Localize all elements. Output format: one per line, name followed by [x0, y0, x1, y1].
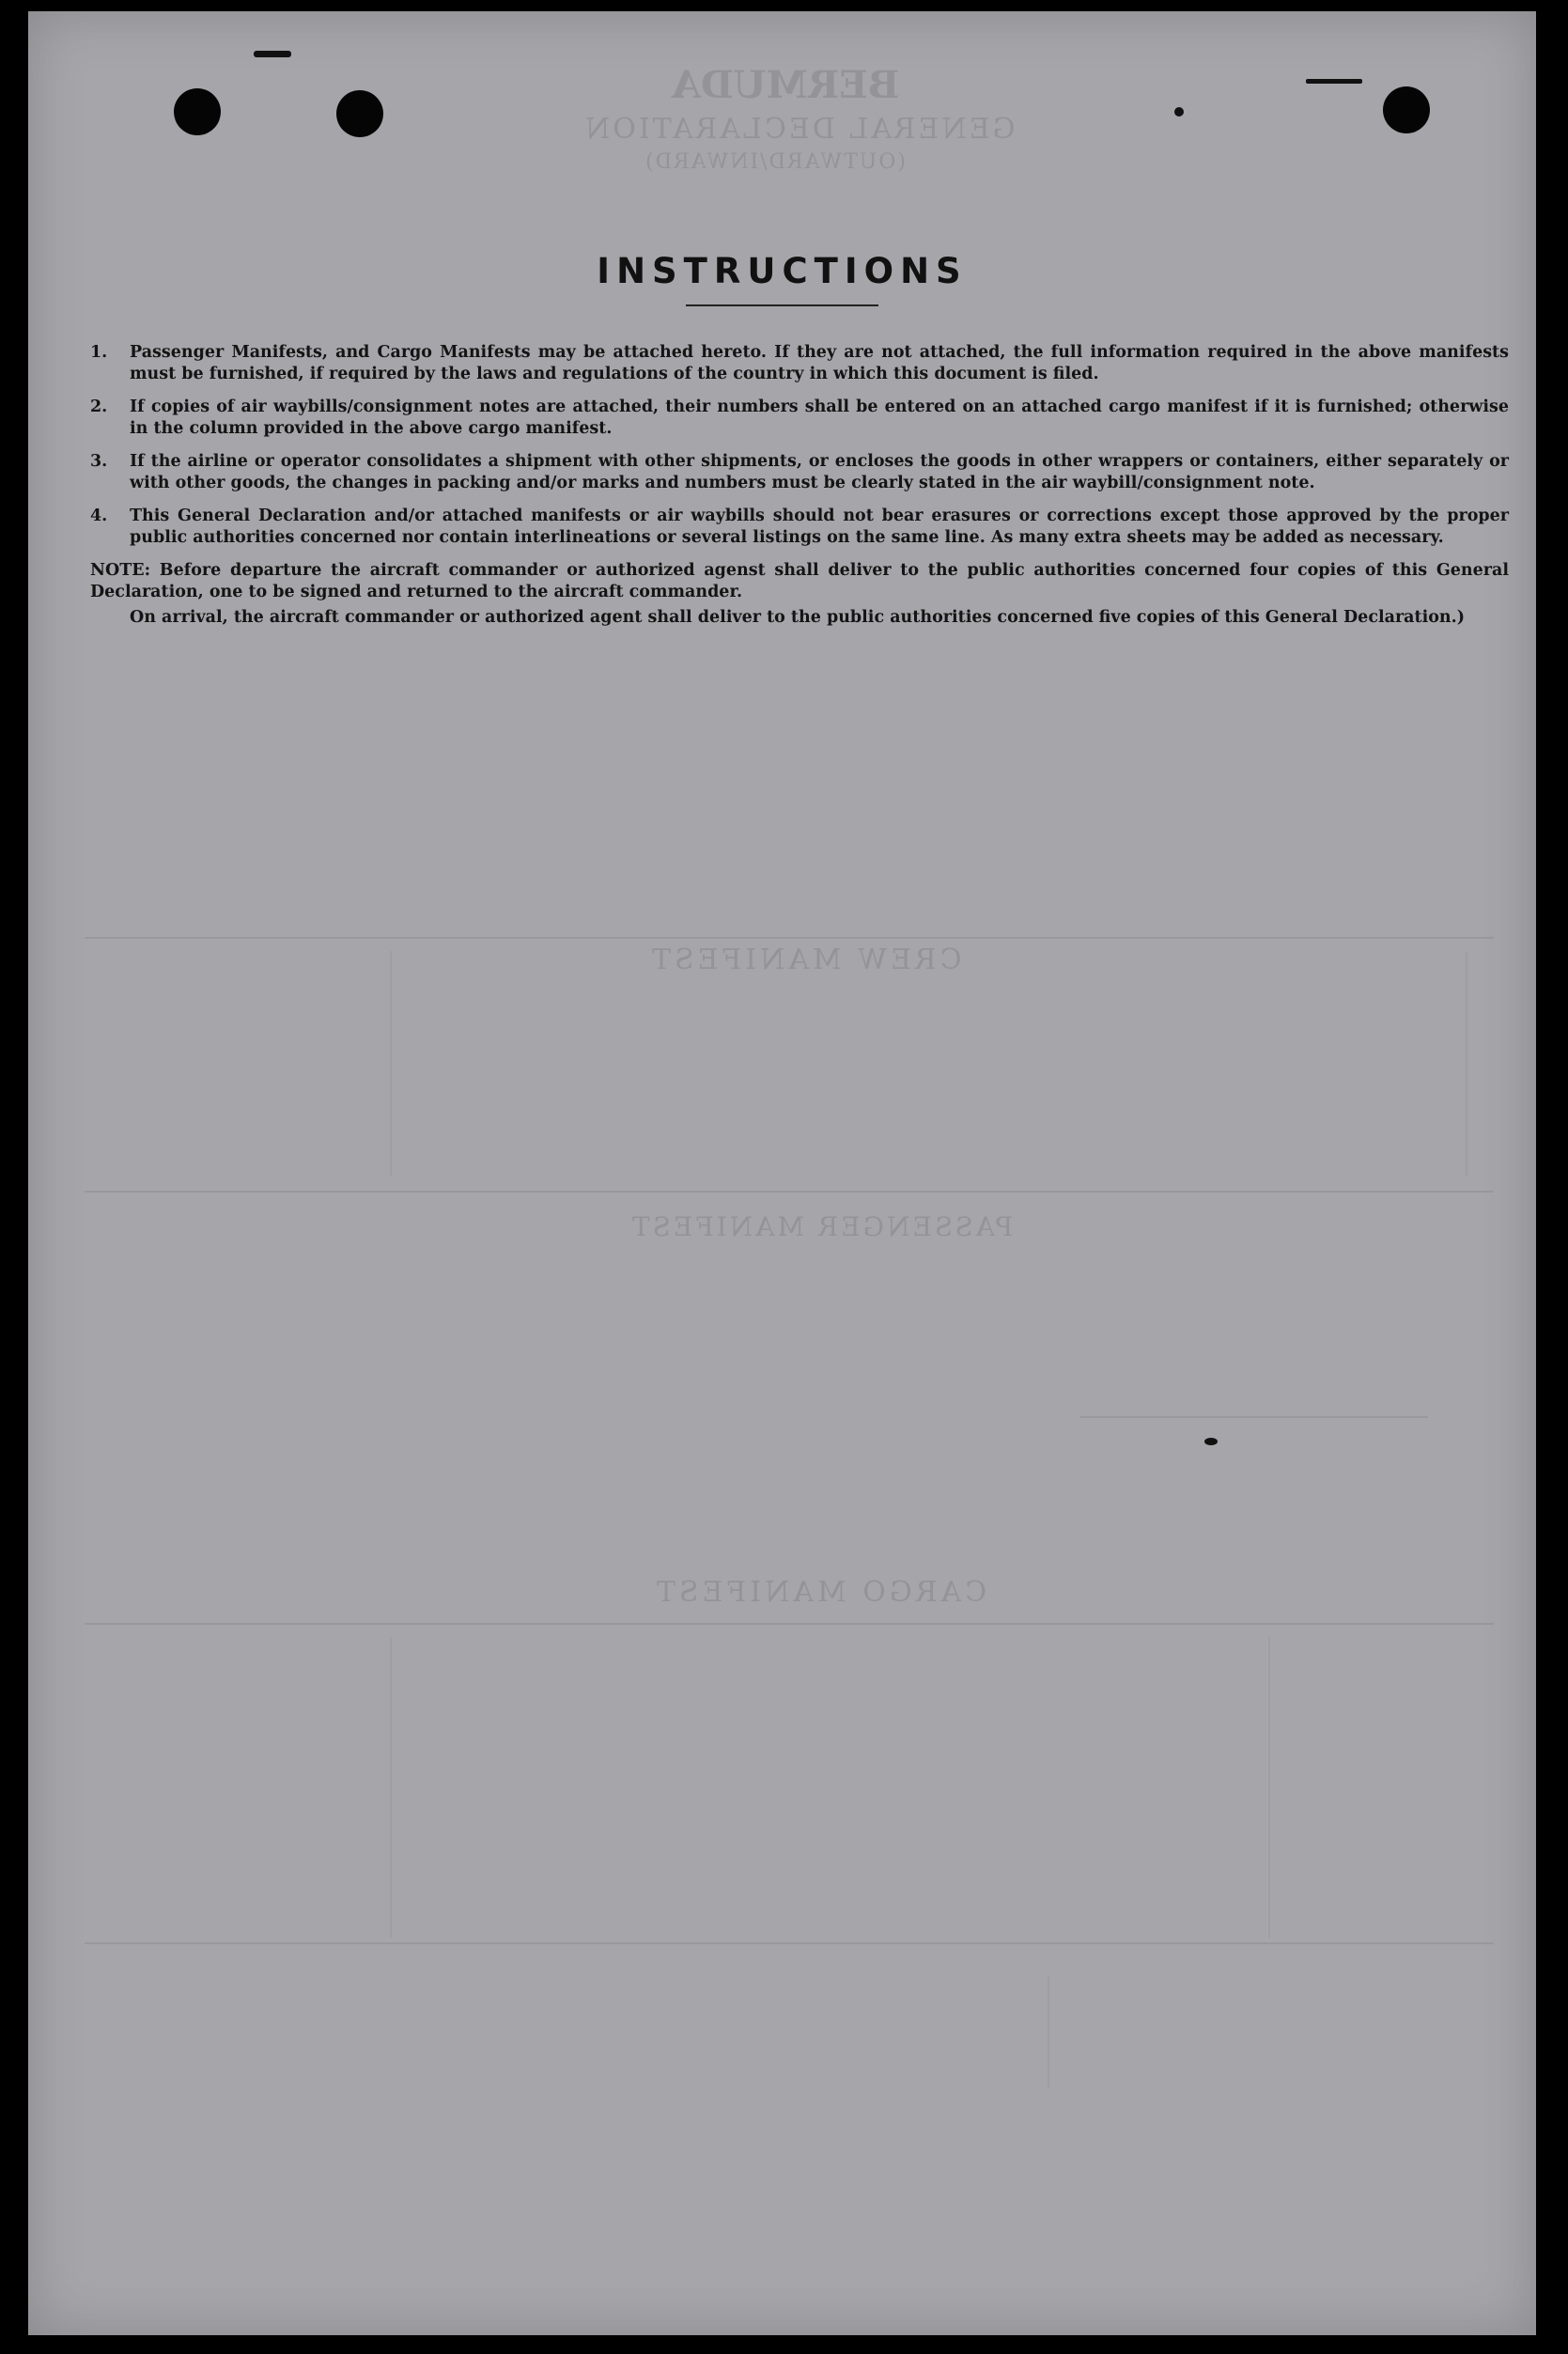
punch-hole-left: [174, 88, 221, 135]
item-text: Passenger Manifests, and Cargo Manifests may be attached hereto. If they are not attached, the full information required in the above manifests must be furnished, if required by the laws and regulations of the country in which this document is filed.: [130, 343, 1509, 383]
instructions-list: [90, 342, 1509, 629]
ink-speck: [1306, 79, 1362, 84]
bleed-column-rule: [1048, 1975, 1049, 2088]
item-text: This General Declaration and/or attached manifests or air waybills should not bear erasures or corrections except those approved by the proper public authorities concerned nor contain interlineations or several listings on the same line. As many extra sheets may be added as necessary.: [130, 507, 1509, 547]
note-text-arrival: On arrival, the aircraft commander or authorized agent shall deliver to the public authorities concerned five copies of this General Declaration.): [130, 608, 1466, 627]
bleed-cargo-manifest: CARGO MANIFEST: [653, 1576, 987, 1609]
page-title: INSTRUCTIONS: [597, 251, 968, 291]
punch-hole-right: [1383, 86, 1430, 133]
ink-speck: [1174, 107, 1184, 117]
instruction-item: [90, 451, 1509, 494]
bleed-form-title: GENERAL DECLARATION: [582, 113, 1016, 146]
ink-speck: [254, 51, 291, 57]
bleed-country: BERMUDA: [672, 63, 900, 107]
item-number: 2.: [90, 398, 108, 416]
bleed-column-rule: [390, 1637, 392, 1938]
note-label: NOTE:: [90, 561, 151, 580]
bleed-column-rule: [390, 951, 392, 1177]
bleed-rule: [1080, 1416, 1428, 1418]
instruction-item: [90, 342, 1509, 385]
note-text-departure: Before departure the aircraft commander or authorized agenst shall deliver to the public authorities concerned four copies of this General Declaration, one to be signed and returned to the aircraft commander.: [90, 561, 1509, 601]
item-number: 4.: [90, 507, 108, 525]
item-text: If copies of air waybills/consignment notes are attached, their numbers shall be entered on an attached cargo manifest if it is furnished; otherwise in the column provided in the above cargo manifest.: [130, 398, 1509, 438]
ink-speck: [1204, 1438, 1218, 1445]
item-number: 3.: [90, 452, 108, 471]
bleed-passenger-manifest: PASSENGER MANIFEST: [629, 1211, 1014, 1242]
instruction-item: [90, 506, 1509, 549]
instruction-item: [90, 397, 1509, 440]
bleed-direction: (OUTWARD/INWARD): [644, 150, 906, 174]
document-page: [28, 11, 1536, 2335]
bleed-rule: [85, 937, 1494, 939]
bleed-rule: [85, 1623, 1494, 1625]
bleed-column-rule: [1268, 1637, 1270, 1938]
item-number: 1.: [90, 343, 108, 362]
bleed-rule: [85, 1191, 1494, 1193]
bleed-column-rule: [1466, 951, 1467, 1177]
bleed-crew-manifest: CREW MANIFEST: [648, 943, 962, 976]
punch-hole-middle: [336, 90, 383, 137]
item-text: If the airline or operator consolidates a shipment with other shipments, or encloses the goods in other wrappers or containers, either separately or with other goods, the changes in packing and/or marks and numbers must be clearly stated in the air waybill/consignment note.: [130, 452, 1509, 492]
title-underline: [686, 304, 878, 306]
note-block: [90, 560, 1509, 629]
bleed-rule: [85, 1942, 1494, 1944]
